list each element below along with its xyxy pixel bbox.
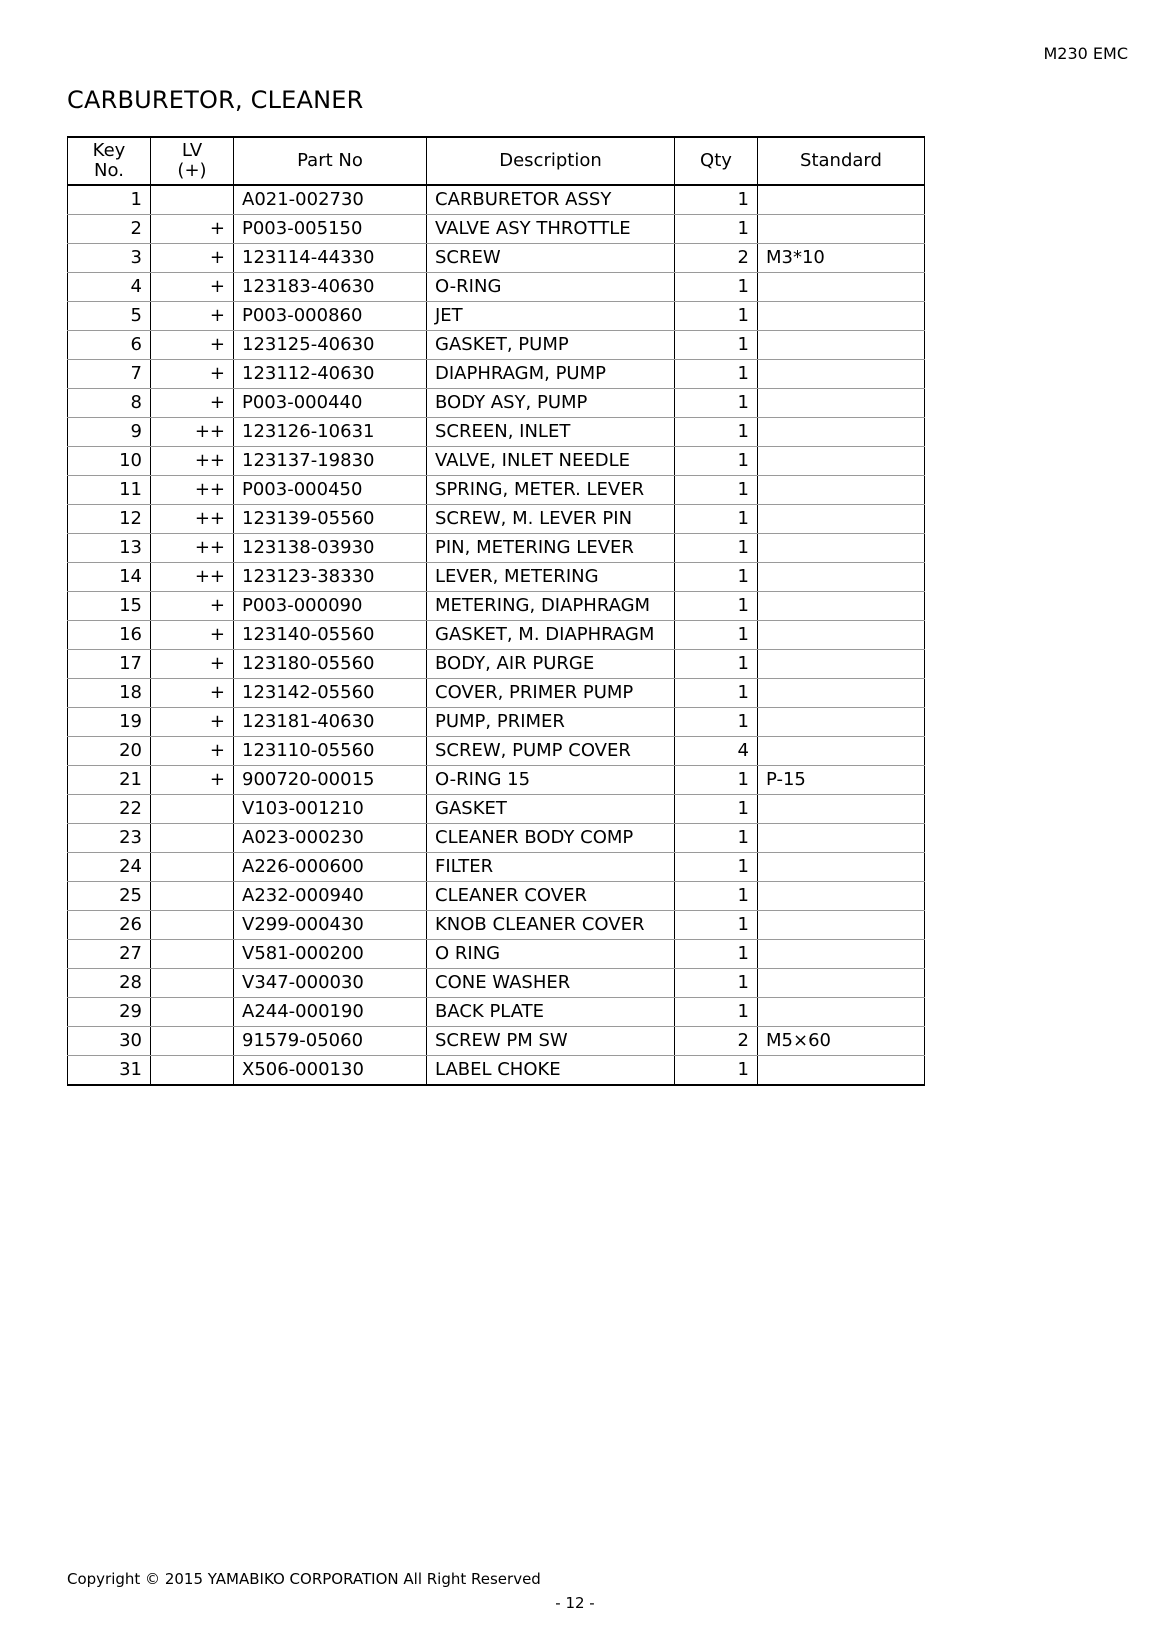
cell-qty: 1 xyxy=(675,795,758,824)
cell-part-no: V103-001210 xyxy=(234,795,427,824)
cell-level: ++ xyxy=(151,505,234,534)
cell-standard xyxy=(758,882,925,911)
cell-key-no: 17 xyxy=(68,650,151,679)
col-header-key-line1: Key xyxy=(92,140,126,161)
cell-key-no: 18 xyxy=(68,679,151,708)
col-header-lv xyxy=(151,137,234,185)
table-row xyxy=(68,737,925,766)
col-header-key-line2: No. xyxy=(94,160,124,181)
cell-qty: 4 xyxy=(675,737,758,766)
col-header-standard: Standard xyxy=(758,137,925,185)
cell-level: + xyxy=(151,244,234,273)
cell-key-no: 2 xyxy=(68,215,151,244)
table-row xyxy=(68,650,925,679)
cell-level: + xyxy=(151,302,234,331)
table-body xyxy=(68,185,925,1085)
table-row xyxy=(68,766,925,795)
cell-key-no: 25 xyxy=(68,882,151,911)
table-row xyxy=(68,244,925,273)
cell-qty: 1 xyxy=(675,679,758,708)
table-row xyxy=(68,940,925,969)
table-row xyxy=(68,969,925,998)
table-row xyxy=(68,389,925,418)
cell-key-no: 5 xyxy=(68,302,151,331)
cell-qty: 1 xyxy=(675,824,758,853)
cell-standard xyxy=(758,1056,925,1086)
cell-description: GASKET xyxy=(427,795,675,824)
cell-part-no: 123180-05560 xyxy=(234,650,427,679)
cell-level: ++ xyxy=(151,563,234,592)
cell-qty: 1 xyxy=(675,302,758,331)
cell-level: + xyxy=(151,215,234,244)
cell-description: SCREW, PUMP COVER xyxy=(427,737,675,766)
cell-level xyxy=(151,853,234,882)
cell-part-no: 123140-05560 xyxy=(234,621,427,650)
cell-qty: 1 xyxy=(675,331,758,360)
cell-standard xyxy=(758,621,925,650)
cell-standard xyxy=(758,418,925,447)
cell-qty: 1 xyxy=(675,360,758,389)
table-row xyxy=(68,621,925,650)
table-row xyxy=(68,795,925,824)
cell-description: VALVE, INLET NEEDLE xyxy=(427,447,675,476)
cell-key-no: 23 xyxy=(68,824,151,853)
cell-standard xyxy=(758,998,925,1027)
cell-description: GASKET, M. DIAPHRAGM xyxy=(427,621,675,650)
cell-level: + xyxy=(151,737,234,766)
cell-level: ++ xyxy=(151,534,234,563)
cell-key-no: 11 xyxy=(68,476,151,505)
cell-qty: 1 xyxy=(675,534,758,563)
cell-part-no: 123138-03930 xyxy=(234,534,427,563)
cell-part-no: P003-000860 xyxy=(234,302,427,331)
table-row xyxy=(68,185,925,215)
table-row xyxy=(68,592,925,621)
cell-description: O-RING xyxy=(427,273,675,302)
cell-part-no: 123181-40630 xyxy=(234,708,427,737)
cell-description: METERING, DIAPHRAGM xyxy=(427,592,675,621)
table-row xyxy=(68,360,925,389)
cell-standard: M5×60 xyxy=(758,1027,925,1056)
cell-description: GASKET, PUMP xyxy=(427,331,675,360)
cell-level: + xyxy=(151,621,234,650)
cell-qty: 1 xyxy=(675,185,758,215)
cell-description: LEVER, METERING xyxy=(427,563,675,592)
cell-key-no: 10 xyxy=(68,447,151,476)
cell-standard xyxy=(758,476,925,505)
cell-description: KNOB CLEANER COVER xyxy=(427,911,675,940)
cell-level xyxy=(151,911,234,940)
table-row xyxy=(68,853,925,882)
cell-qty: 1 xyxy=(675,592,758,621)
cell-standard xyxy=(758,795,925,824)
cell-part-no: 123139-05560 xyxy=(234,505,427,534)
cell-part-no: P003-000450 xyxy=(234,476,427,505)
cell-level xyxy=(151,795,234,824)
cell-part-no: A023-000230 xyxy=(234,824,427,853)
cell-qty: 1 xyxy=(675,708,758,737)
cell-description: VALVE ASY THROTTLE xyxy=(427,215,675,244)
cell-standard xyxy=(758,273,925,302)
cell-key-no: 12 xyxy=(68,505,151,534)
cell-qty: 1 xyxy=(675,215,758,244)
cell-qty: 2 xyxy=(675,1027,758,1056)
cell-standard xyxy=(758,911,925,940)
cell-part-no: 123137-19830 xyxy=(234,447,427,476)
cell-level xyxy=(151,940,234,969)
cell-level: ++ xyxy=(151,447,234,476)
cell-description: BACK PLATE xyxy=(427,998,675,1027)
col-header-description: Description xyxy=(427,137,675,185)
table-row xyxy=(68,505,925,534)
table-row xyxy=(68,273,925,302)
cell-qty: 1 xyxy=(675,389,758,418)
copyright-notice: Copyright © 2015 YAMABIKO CORPORATION All Right Reserved xyxy=(67,1570,541,1588)
table-row xyxy=(68,302,925,331)
cell-key-no: 16 xyxy=(68,621,151,650)
cell-qty: 1 xyxy=(675,766,758,795)
cell-level: + xyxy=(151,708,234,737)
cell-description: O RING xyxy=(427,940,675,969)
cell-part-no: P003-000090 xyxy=(234,592,427,621)
cell-level xyxy=(151,882,234,911)
cell-key-no: 20 xyxy=(68,737,151,766)
cell-level: + xyxy=(151,650,234,679)
cell-part-no: 900720-00015 xyxy=(234,766,427,795)
cell-part-no: P003-005150 xyxy=(234,215,427,244)
cell-description: BODY, AIR PURGE xyxy=(427,650,675,679)
cell-qty: 2 xyxy=(675,244,758,273)
cell-level: + xyxy=(151,766,234,795)
cell-part-no: P003-000440 xyxy=(234,389,427,418)
cell-qty: 1 xyxy=(675,418,758,447)
table-row xyxy=(68,215,925,244)
cell-key-no: 15 xyxy=(68,592,151,621)
page-title: CARBURETOR, CLEANER xyxy=(67,86,364,114)
cell-standard xyxy=(758,505,925,534)
cell-standard xyxy=(758,592,925,621)
cell-standard xyxy=(758,360,925,389)
cell-standard xyxy=(758,185,925,215)
cell-key-no: 13 xyxy=(68,534,151,563)
cell-key-no: 29 xyxy=(68,998,151,1027)
cell-key-no: 31 xyxy=(68,1056,151,1086)
cell-level: + xyxy=(151,679,234,708)
cell-qty: 1 xyxy=(675,650,758,679)
table-row xyxy=(68,708,925,737)
table-row xyxy=(68,563,925,592)
cell-description: SCREEN, INLET xyxy=(427,418,675,447)
cell-part-no: V347-000030 xyxy=(234,969,427,998)
table-row xyxy=(68,998,925,1027)
cell-key-no: 1 xyxy=(68,185,151,215)
cell-description: SCREW, M. LEVER PIN xyxy=(427,505,675,534)
cell-part-no: 91579-05060 xyxy=(234,1027,427,1056)
cell-key-no: 6 xyxy=(68,331,151,360)
cell-level xyxy=(151,998,234,1027)
cell-qty: 1 xyxy=(675,447,758,476)
cell-standard xyxy=(758,331,925,360)
table-row xyxy=(68,447,925,476)
cell-key-no: 26 xyxy=(68,911,151,940)
cell-level: + xyxy=(151,331,234,360)
table-row xyxy=(68,679,925,708)
cell-standard xyxy=(758,563,925,592)
table-row xyxy=(68,911,925,940)
page-number: - 12 - xyxy=(555,1594,595,1612)
cell-level: + xyxy=(151,360,234,389)
cell-description: CLEANER BODY COMP xyxy=(427,824,675,853)
cell-part-no: 123114-44330 xyxy=(234,244,427,273)
table-row xyxy=(68,1056,925,1086)
cell-description: PIN, METERING LEVER xyxy=(427,534,675,563)
cell-level: ++ xyxy=(151,476,234,505)
cell-part-no: X506-000130 xyxy=(234,1056,427,1086)
cell-qty: 1 xyxy=(675,969,758,998)
cell-qty: 1 xyxy=(675,273,758,302)
cell-key-no: 28 xyxy=(68,969,151,998)
cell-key-no: 24 xyxy=(68,853,151,882)
cell-qty: 1 xyxy=(675,476,758,505)
cell-description: COVER, PRIMER PUMP xyxy=(427,679,675,708)
col-header-lv-line2: (+) xyxy=(177,160,207,181)
cell-standard xyxy=(758,679,925,708)
cell-key-no: 27 xyxy=(68,940,151,969)
cell-standard xyxy=(758,708,925,737)
cell-description: PUMP, PRIMER xyxy=(427,708,675,737)
cell-qty: 1 xyxy=(675,853,758,882)
cell-part-no: 123126-10631 xyxy=(234,418,427,447)
cell-part-no: A244-000190 xyxy=(234,998,427,1027)
cell-description: CONE WASHER xyxy=(427,969,675,998)
cell-part-no: 123183-40630 xyxy=(234,273,427,302)
cell-part-no: A021-002730 xyxy=(234,185,427,215)
parts-table xyxy=(67,136,925,1086)
cell-level: + xyxy=(151,273,234,302)
cell-part-no: 123125-40630 xyxy=(234,331,427,360)
cell-description: CARBURETOR ASSY xyxy=(427,185,675,215)
cell-key-no: 4 xyxy=(68,273,151,302)
cell-description: BODY ASY, PUMP xyxy=(427,389,675,418)
cell-part-no: 123112-40630 xyxy=(234,360,427,389)
cell-description: SCREW xyxy=(427,244,675,273)
cell-qty: 1 xyxy=(675,1056,758,1086)
cell-key-no: 19 xyxy=(68,708,151,737)
cell-qty: 1 xyxy=(675,882,758,911)
table-row xyxy=(68,882,925,911)
table-row xyxy=(68,418,925,447)
cell-level xyxy=(151,1056,234,1086)
cell-part-no: A232-000940 xyxy=(234,882,427,911)
cell-standard xyxy=(758,969,925,998)
table-row xyxy=(68,1027,925,1056)
cell-level xyxy=(151,824,234,853)
cell-part-no: 123123-38330 xyxy=(234,563,427,592)
cell-standard xyxy=(758,215,925,244)
cell-part-no: V581-000200 xyxy=(234,940,427,969)
cell-qty: 1 xyxy=(675,563,758,592)
cell-description: CLEANER COVER xyxy=(427,882,675,911)
cell-description: SCREW PM SW xyxy=(427,1027,675,1056)
cell-description: LABEL CHOKE xyxy=(427,1056,675,1086)
cell-key-no: 14 xyxy=(68,563,151,592)
cell-key-no: 3 xyxy=(68,244,151,273)
cell-level xyxy=(151,185,234,215)
cell-key-no: 22 xyxy=(68,795,151,824)
cell-qty: 1 xyxy=(675,505,758,534)
cell-level xyxy=(151,1027,234,1056)
cell-standard xyxy=(758,940,925,969)
cell-qty: 1 xyxy=(675,940,758,969)
cell-part-no: 123142-05560 xyxy=(234,679,427,708)
col-header-qty: Qty xyxy=(675,137,758,185)
cell-qty: 1 xyxy=(675,621,758,650)
cell-standard xyxy=(758,389,925,418)
cell-standard xyxy=(758,534,925,563)
table-row xyxy=(68,534,925,563)
cell-standard xyxy=(758,650,925,679)
cell-qty: 1 xyxy=(675,998,758,1027)
table-row xyxy=(68,476,925,505)
cell-key-no: 21 xyxy=(68,766,151,795)
cell-description: JET xyxy=(427,302,675,331)
cell-level: + xyxy=(151,389,234,418)
cell-level: ++ xyxy=(151,418,234,447)
cell-description: SPRING, METER. LEVER xyxy=(427,476,675,505)
cell-standard xyxy=(758,447,925,476)
cell-standard: P-15 xyxy=(758,766,925,795)
col-header-part-no: Part No xyxy=(234,137,427,185)
model-code: M230 EMC xyxy=(1043,44,1128,63)
cell-standard xyxy=(758,824,925,853)
header-row xyxy=(68,137,925,185)
col-header-key xyxy=(68,137,151,185)
cell-part-no: 123110-05560 xyxy=(234,737,427,766)
cell-key-no: 8 xyxy=(68,389,151,418)
cell-key-no: 7 xyxy=(68,360,151,389)
table-row xyxy=(68,824,925,853)
cell-qty: 1 xyxy=(675,911,758,940)
table-row xyxy=(68,331,925,360)
cell-standard: M3*10 xyxy=(758,244,925,273)
cell-level xyxy=(151,969,234,998)
cell-part-no: V299-000430 xyxy=(234,911,427,940)
cell-key-no: 9 xyxy=(68,418,151,447)
col-header-lv-line1: LV xyxy=(181,140,203,161)
cell-description: FILTER xyxy=(427,853,675,882)
cell-level: + xyxy=(151,592,234,621)
cell-description: O-RING 15 xyxy=(427,766,675,795)
cell-description: DIAPHRAGM, PUMP xyxy=(427,360,675,389)
cell-standard xyxy=(758,853,925,882)
cell-standard xyxy=(758,737,925,766)
cell-standard xyxy=(758,302,925,331)
cell-part-no: A226-000600 xyxy=(234,853,427,882)
table-header xyxy=(68,137,925,185)
cell-key-no: 30 xyxy=(68,1027,151,1056)
